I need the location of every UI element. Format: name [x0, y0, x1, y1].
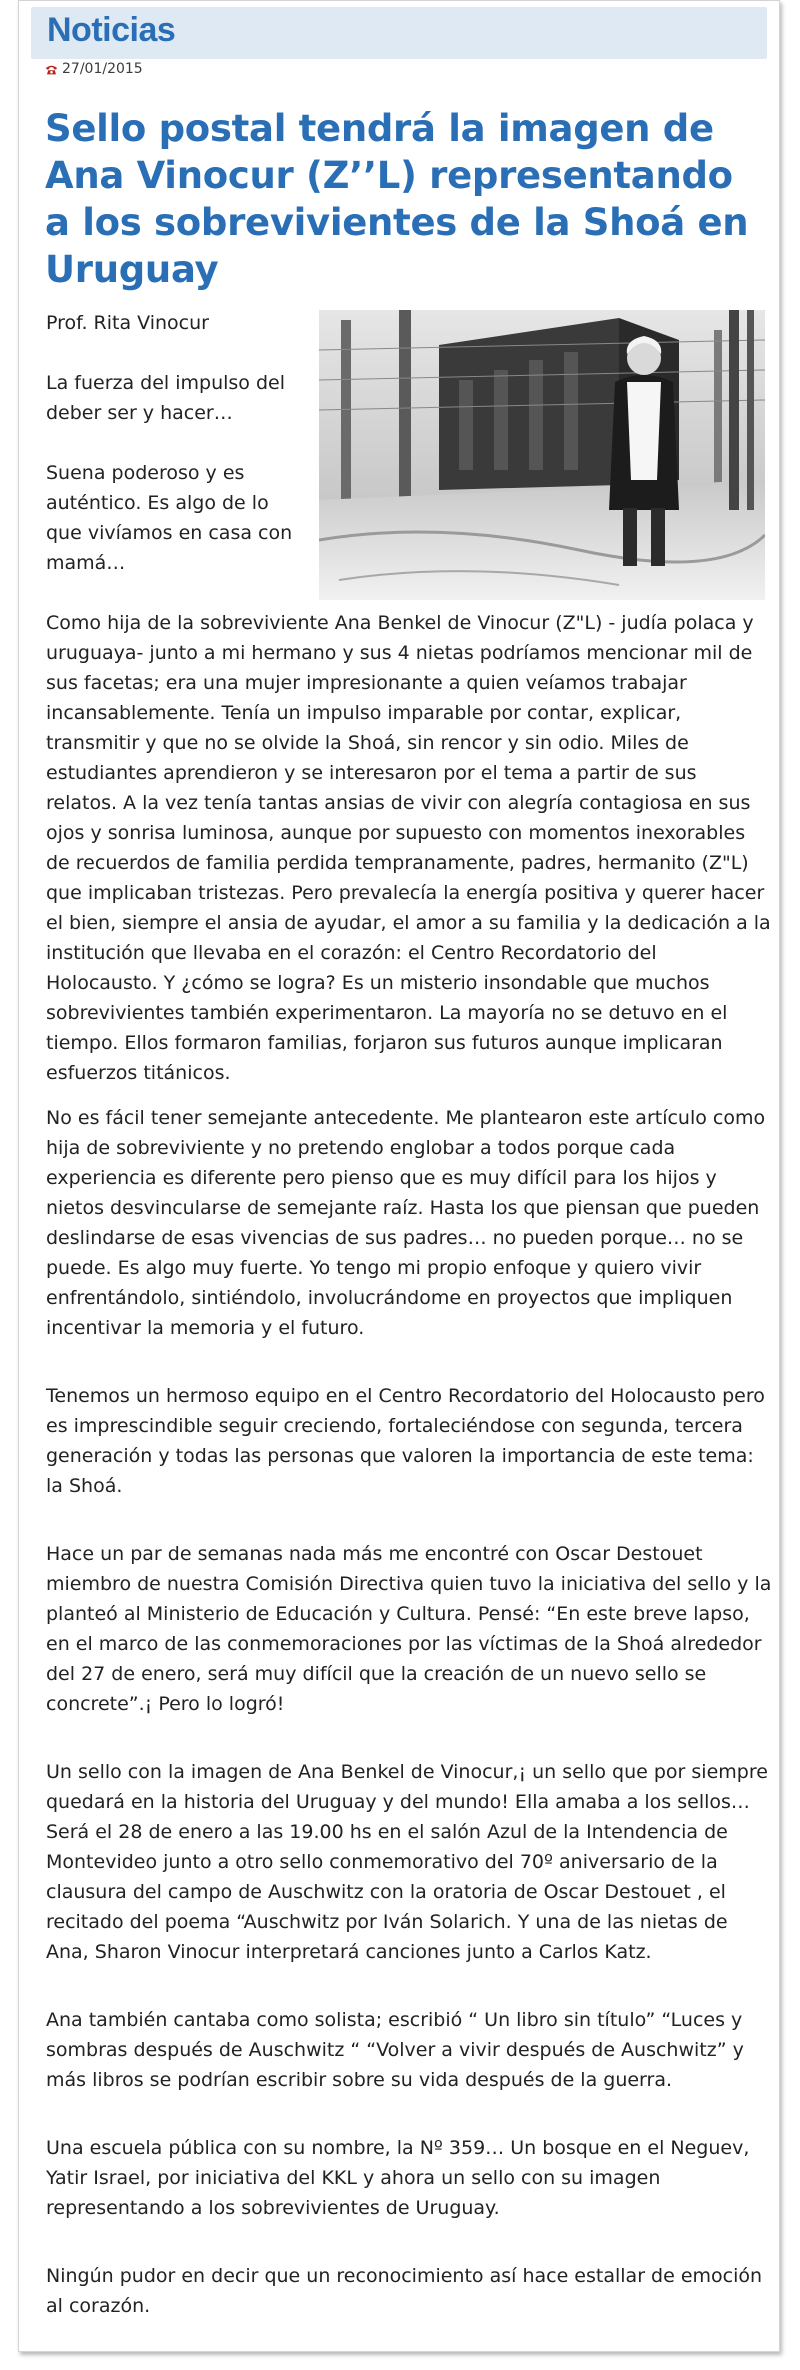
article-title: Sello postal tendrá la imagen de Ana Vinocur (Z’’L) representando a los sobrevivientes de la Shoá en Uruguay	[45, 107, 749, 291]
article-photo	[319, 310, 765, 600]
telephone-icon	[45, 64, 58, 75]
publish-date: 27/01/2015	[62, 61, 143, 77]
article-card	[18, 0, 780, 2352]
date-line	[45, 61, 143, 77]
body-paragraph: Como hija de la sobreviviente Ana Benkel de Vinocur (Z"L) - judía polaca y uruguaya- junto a mi hermano y sus 4 nietas podríamos mencionar mil de sus facetas; era una mujer impresionante a quien veíamos trabajar incansablemente. Tenía un impulso imparable por contar, explicar, transmitir y que no se olvide la Shoá, sin rencor y sin odio. Miles de estudiantes aprendieron y se interesaron por el tema a partir de sus relatos. A la vez tenía tantas ansias de vivir con alegría contagiosa en sus ojos y sonrisa luminosa, aunque por supuesto con momentos inexorables de recuerdos de familia perdida tempranamente, padres, hermanito (Z"L) que implicaban tristezas. Pero prevalecía la energía positiva y querer hacer el bien, siempre el ansia de ayudar, el amor a su familia y la dedicación a la institución que llevaba en el corazón: el Centro Recordatorio del Holocausto. Y ¿cómo se logra? Es un misterio insondable que muchos sobrevivientes también experimentaron. La mayoría no se detuvo en el tiempo. Ellos formaron familias, forjaron sus futuros aunque implicaran esfuerzos titánicos.	[46, 612, 771, 1084]
body-paragraph: No es fácil tener semejante antecedente. Me plantearon este artículo como hija de sobreviviente y no pretendo englobar a todos porque cada experiencia es diferente pero pienso que es muy difícil para los hijos y nietos desvincularse de semejante raíz. Hasta los que piensan que pueden deslindarse de esas vivencias de sus padres… no pueden porque… no se puede. Es algo muy fuerte. Yo tengo mi propio enfoque y quiero vivir enfrentándolo, sintiéndolo, involucrándome en proyectos que impliquen incentivar la memoria y el futuro.	[46, 1107, 766, 1339]
section-title[interactable]: Noticias	[47, 11, 176, 49]
article-lead	[46, 308, 301, 608]
body-paragraph: Ningún pudor en decir que un reconocimiento así hace estallar de emoción al corazón.	[46, 2265, 763, 2317]
lead-paragraph: Suena poderoso y es auténtico. Es algo de lo que vivíamos en casa con mamá…	[46, 462, 293, 574]
author: Prof. Rita Vinocur	[46, 312, 209, 334]
section-header	[31, 7, 767, 59]
body-paragraph: Una escuela pública con su nombre, la Nº 359… Un bosque en el Neguev, Yatir Israel, por iniciativa del KKL y ahora un sello con su imagen representando a los sobrevivientes de Uruguay.	[46, 2137, 750, 2219]
body-paragraph: Tenemos un hermoso equipo en el Centro Recordatorio del Holocausto pero es imprescindible seguir creciendo, fortaleciéndose con segunda, tercera generación y todas las personas que valoren la importancia de este tema: la Shoá.	[46, 1385, 765, 1497]
lead-paragraph: La fuerza del impulso del deber ser y hacer…	[46, 372, 285, 424]
body-paragraph: Ana también cantaba como solista; escribió “ Un libro sin título” “Luces y sombras después de Auschwitz “ “Volver a vivir después de Auschwitz” y más libros se podrían escribir sobre su vida después de la guerra.	[46, 2009, 744, 2091]
body-paragraph: Un sello con la imagen de Ana Benkel de Vinocur,¡ un sello que por siempre quedará en la historia del Uruguay y del mundo! Ella amaba a los sellos…Será el 28 de enero a las 19.00 hs en el salón Azul de la Intendencia de Montevideo junto a otro sello conmemorativo del 70º aniversario de la clausura del campo de Auschwitz con la oratoria de Oscar Destouet , el recitado del poema “Auschwitz por Iván Solarich. Y una de las nietas de Ana, Sharon Vinocur interpretará canciones junto a Carlos Katz.	[46, 1761, 768, 1963]
body-paragraph: Hace un par de semanas nada más me encontré con Oscar Destouet miembro de nuestra Comisión Directiva quien tuvo la iniciativa del sello y la planteó al Ministerio de Educación y Cultura. Pensé: “En este breve lapso, en el marco de las conmemoraciones por las víctimas de la Shoá alrededor del 27 de enero, será muy difícil que la creación de un nuevo sello se concrete”.¡ Pero lo logró!	[46, 1543, 772, 1715]
photo-illustration	[319, 310, 765, 600]
article-body	[46, 608, 772, 2321]
